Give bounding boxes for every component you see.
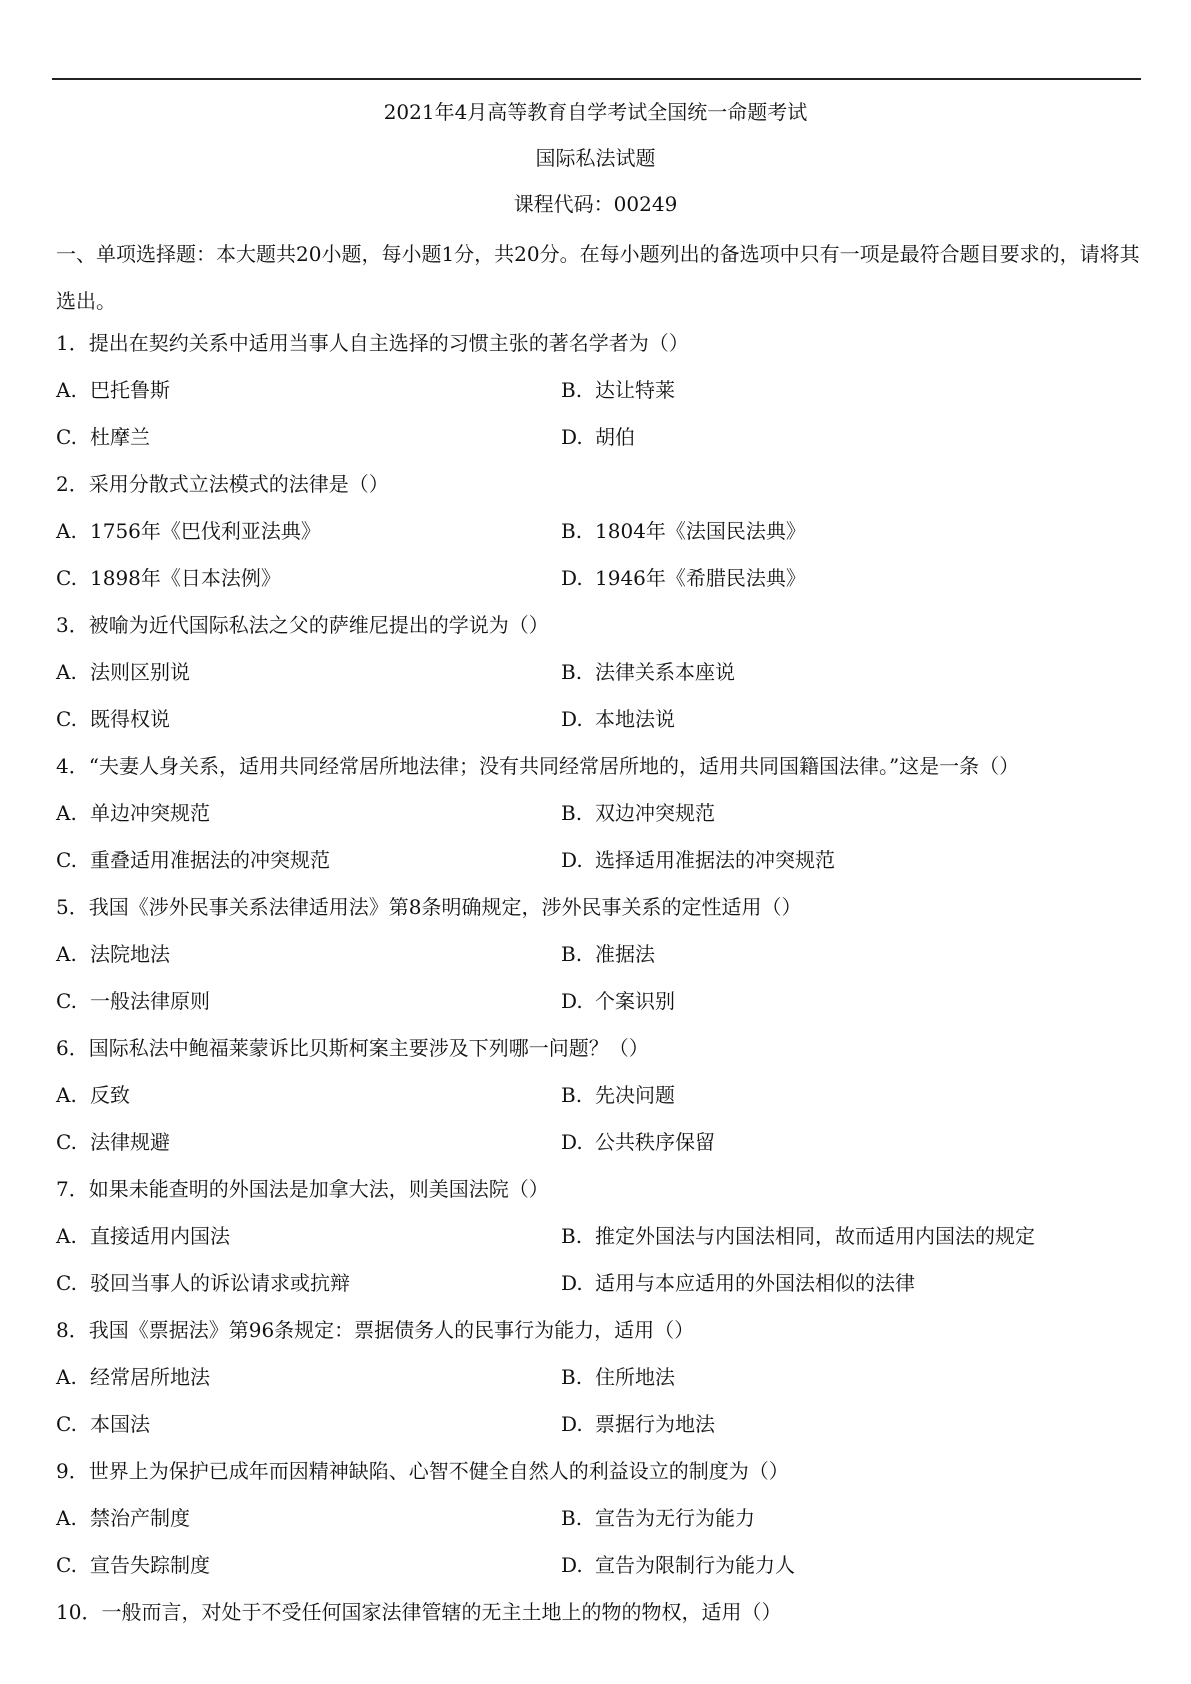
answer-option — [561, 837, 835, 884]
option-text: 胡伯 — [595, 425, 635, 449]
section-instruction: 一、单项选择题：本大题共20小题，每小题1分，共20分。在每小题列出的备选项中只有一项是最符合题目要求的，请将其选出。 — [56, 242, 1140, 313]
option-row — [56, 931, 1141, 978]
option-letter: B. — [561, 519, 583, 543]
option-letter: C. — [56, 989, 77, 1013]
option-text: 巴托鲁斯 — [90, 378, 170, 402]
answer-option — [56, 649, 190, 696]
exam-subject: 国际私法试题 — [535, 146, 656, 170]
answer-option — [56, 367, 170, 414]
option-row — [56, 696, 1141, 743]
option-row — [56, 367, 1141, 414]
option-letter: D. — [561, 1271, 583, 1295]
option-row — [56, 978, 1141, 1025]
option-letter: B. — [561, 1224, 583, 1248]
answer-option — [56, 837, 330, 884]
answer-option — [56, 1260, 350, 1307]
question-stem: 10．一般而言，对处于不受任何国家法律管辖的无主土地上的物的物权，适用（） — [56, 1600, 782, 1624]
answer-option — [56, 1495, 190, 1542]
option-row — [56, 414, 1141, 461]
answer-option — [56, 696, 170, 743]
option-text: 反致 — [90, 1083, 130, 1107]
option-letter: D. — [561, 425, 583, 449]
option-letter: A. — [56, 1506, 77, 1530]
question-stem: 6．国际私法中鲍福莱蒙诉比贝斯柯案主要涉及下列哪一问题？（） — [56, 1036, 649, 1060]
answer-option — [56, 931, 170, 978]
answer-option — [561, 1401, 715, 1448]
answer-option — [561, 1354, 675, 1401]
answer-option — [561, 1213, 1035, 1260]
option-row — [56, 1119, 1141, 1166]
answer-option — [561, 1495, 755, 1542]
option-letter: B. — [561, 801, 583, 825]
option-letter: B. — [561, 942, 583, 966]
option-text: 法院地法 — [90, 942, 170, 966]
option-row — [56, 649, 1141, 696]
option-letter: C. — [56, 707, 77, 731]
answer-option — [56, 508, 321, 555]
answer-option — [561, 649, 735, 696]
option-text: 法律规避 — [90, 1130, 170, 1154]
option-text: 选择适用准据法的冲突规范 — [595, 848, 835, 872]
option-text: 双边冲突规范 — [595, 801, 715, 825]
option-text: 驳回当事人的诉讼请求或抗辩 — [90, 1271, 350, 1295]
option-letter: A. — [56, 801, 77, 825]
option-letter: C. — [56, 848, 77, 872]
answer-option — [561, 931, 655, 978]
option-text: 一般法律原则 — [90, 989, 210, 1013]
option-text: 法律关系本座说 — [595, 660, 735, 684]
course-code: 课程代码：00249 — [513, 192, 678, 216]
option-letter: D. — [561, 848, 583, 872]
option-letter: C. — [56, 1553, 77, 1577]
answer-option — [561, 555, 806, 602]
option-row — [56, 1495, 1141, 1542]
option-text: 1756年《巴伐利亚法典》 — [90, 519, 321, 543]
answer-option — [561, 696, 675, 743]
option-letter: A. — [56, 1224, 77, 1248]
option-letter: C. — [56, 1271, 77, 1295]
header-divider — [52, 78, 1141, 80]
option-text: 适用与本应适用的外国法相似的法律 — [595, 1271, 915, 1295]
option-letter: B. — [561, 1506, 583, 1530]
option-row — [56, 1072, 1141, 1119]
answer-option — [561, 414, 635, 461]
answer-option — [561, 367, 675, 414]
option-letter: A. — [56, 1083, 77, 1107]
option-text: 宣告为无行为能力 — [595, 1506, 755, 1530]
option-letter: A. — [56, 660, 77, 684]
option-letter: B. — [561, 1365, 583, 1389]
option-letter: A. — [56, 378, 77, 402]
question-stem: 3．被喻为近代国际私法之父的萨维尼提出的学说为（） — [56, 613, 549, 637]
option-row — [56, 1401, 1141, 1448]
option-letter: C. — [56, 566, 77, 590]
option-text: 1804年《法国民法典》 — [595, 519, 806, 543]
option-text: 1898年《日本法例》 — [90, 566, 281, 590]
answer-option — [561, 1542, 795, 1589]
answer-option — [56, 1213, 230, 1260]
answer-option — [56, 1401, 150, 1448]
option-letter: C. — [56, 1412, 77, 1436]
option-text: 宣告失踪制度 — [90, 1553, 210, 1577]
option-row — [56, 1213, 1141, 1260]
question-stem: 8．我国《票据法》第96条规定：票据债务人的民事行为能力，适用（） — [56, 1318, 695, 1342]
option-text: 公共秩序保留 — [595, 1130, 715, 1154]
question-list — [56, 320, 1141, 1636]
option-text: 票据行为地法 — [595, 1412, 715, 1436]
option-text: 推定外国法与内国法相同，故而适用内国法的规定 — [595, 1224, 1035, 1248]
option-text: 经常居所地法 — [90, 1365, 210, 1389]
option-letter: A. — [56, 1365, 77, 1389]
answer-option — [56, 790, 210, 837]
option-letter: A. — [56, 942, 77, 966]
answer-option — [56, 1354, 210, 1401]
answer-option — [56, 1542, 210, 1589]
option-text: 本地法说 — [595, 707, 675, 731]
option-letter: D. — [561, 1130, 583, 1154]
option-row — [56, 790, 1141, 837]
option-row — [56, 1260, 1141, 1307]
answer-option — [56, 978, 210, 1025]
option-letter: D. — [561, 989, 583, 1013]
question-stem: 7．如果未能查明的外国法是加拿大法，则美国法院（） — [56, 1177, 549, 1201]
option-text: 达让特莱 — [595, 378, 675, 402]
option-text: 禁治产制度 — [90, 1506, 190, 1530]
option-text: 杜摩兰 — [90, 425, 150, 449]
option-text: 单边冲突规范 — [90, 801, 210, 825]
exam-title: 2021年4月高等教育自学考试全国统一命题考试 — [383, 100, 808, 124]
option-text: 重叠适用准据法的冲突规范 — [90, 848, 330, 872]
option-row — [56, 837, 1141, 884]
option-letter: B. — [561, 660, 583, 684]
answer-option — [561, 508, 806, 555]
question-stem: 2．采用分散式立法模式的法律是（） — [56, 472, 389, 496]
option-text: 法则区别说 — [90, 660, 190, 684]
answer-option — [56, 1119, 170, 1166]
option-letter: D. — [561, 1553, 583, 1577]
option-text: 直接适用内国法 — [90, 1224, 230, 1248]
question-stem: 4．“夫妻人身关系，适用共同经常居所地法律；没有共同经常居所地的，适用共同国籍国法律。”这是一条（） — [56, 754, 1020, 778]
answer-option — [561, 790, 715, 837]
option-letter: D. — [561, 1412, 583, 1436]
option-text: 本国法 — [90, 1412, 150, 1436]
option-text: 准据法 — [595, 942, 655, 966]
answer-option — [561, 978, 675, 1025]
option-text: 先决问题 — [595, 1083, 675, 1107]
answer-option — [56, 555, 281, 602]
option-row — [56, 508, 1141, 555]
option-letter: D. — [561, 707, 583, 731]
option-text: 1946年《希腊民法典》 — [595, 566, 806, 590]
option-letter: A. — [56, 519, 77, 543]
option-text: 住所地法 — [595, 1365, 675, 1389]
question-stem: 1．提出在契约关系中适用当事人自主选择的习惯主张的著名学者为（） — [56, 331, 689, 355]
option-row — [56, 555, 1141, 602]
question-stem: 5．我国《涉外民事关系法律适用法》第8条明确规定，涉外民事关系的定性适用（） — [56, 895, 802, 919]
option-text: 个案识别 — [595, 989, 675, 1013]
answer-option — [56, 1072, 130, 1119]
option-row — [56, 1354, 1141, 1401]
answer-option — [561, 1260, 915, 1307]
option-letter: C. — [56, 1130, 77, 1154]
option-letter: B. — [561, 378, 583, 402]
option-text: 既得权说 — [90, 707, 170, 731]
option-text: 宣告为限制行为能力人 — [595, 1553, 795, 1577]
answer-option — [56, 414, 150, 461]
option-letter: C. — [56, 425, 77, 449]
answer-option — [561, 1072, 675, 1119]
answer-option — [561, 1119, 715, 1166]
option-row — [56, 1542, 1141, 1589]
option-letter: D. — [561, 566, 583, 590]
question-stem: 9．世界上为保护已成年而因精神缺陷、心智不健全自然人的利益设立的制度为（） — [56, 1459, 789, 1483]
option-letter: B. — [561, 1083, 583, 1107]
